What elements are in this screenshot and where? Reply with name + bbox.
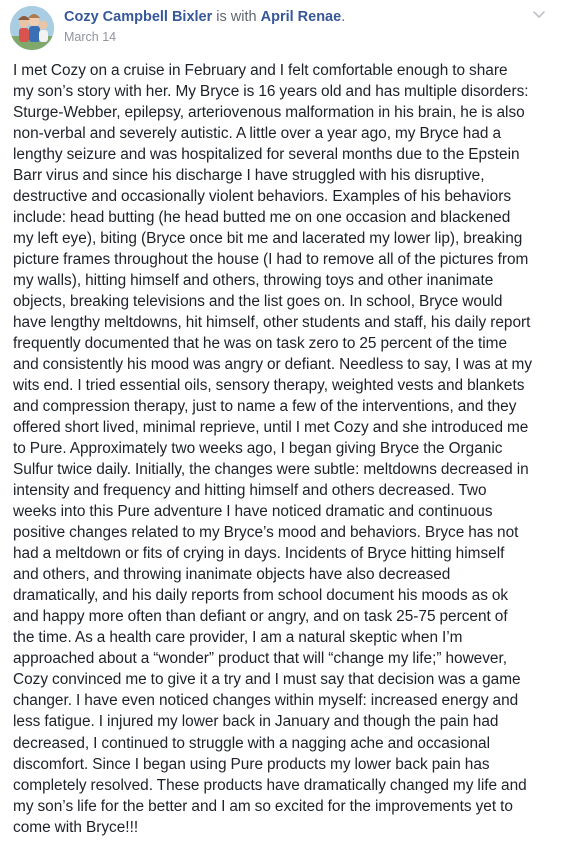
post-text-line: and consistently his mood was angry or defiant. Needless to say, I was at my [13,356,533,374]
tagged-suffix: . [341,9,346,25]
post-text-line: picture frames throughout the house (I had to remove all of the pictures from [13,251,529,269]
post-text-line: have lengthy meltdowns, hit himself, other students and staff, his daily report [13,314,531,332]
post-text-line: non-verbal and severely autistic. A little over a year ago, my Bryce had a [13,125,501,143]
post-text-line: approached about a “wonder” product that will “change my life;” however, [13,650,508,668]
post-text-line: my walls), hitting himself and others, throwing toys and other inanimate [13,272,494,290]
tagged-user-link[interactable]: April Renae [260,9,342,25]
profile-photo-icon [10,6,54,50]
post-text-line: I met Cozy on a cruise in February and I felt comfortable enough to share [13,62,508,79]
post-text-line: the time. As a health care provider, I am a natural skeptic when I’m [13,629,463,647]
post-options-button[interactable] [531,6,547,22]
post-text-line: my left eye), biting (Bryce once bit me and lacerated my lower lip), breaking [13,230,523,248]
post-text-line: come with Bryce!!! [13,818,139,836]
post-text-line: destructive and occasionally violent behaviors. Examples of his behaviors [13,188,512,206]
post-text-line: wits end. I tried essential oils, sensory therapy, weighted vests and blankets [13,377,525,395]
post-meta [64,8,534,44]
with-text: is with [212,9,261,25]
post-text-line: less fatigue. I injured my lower back in January and though the pain had [13,713,499,731]
post-text-line: and happy more often than defiant or angry, and on task 25-75 percent of [13,608,508,626]
post-timestamp[interactable]: March 14 [64,30,117,44]
post-text-line: discomfort. Since I began using Pure products my lower back pain has [13,755,490,773]
author-name-link[interactable]: Cozy Campbell Bixler [64,9,213,25]
post-text-line: my son’s story with her. My Bryce is 16 years old and has multiple disorders: [13,83,529,101]
post-text-line: to Pure. Approximately two weeks ago, I began giving Bryce the Organic [13,440,503,458]
post-text-line: weeks into this Pure adventure I have noticed dramatic and continuous [13,503,493,521]
post-text-line: frequently documented that he was on task zero to 25 percent of the time [13,335,508,353]
post-text [13,60,555,838]
post-text-line: had a meltdown or fits of crying in days. Incidents of Bryce hitting himself [13,545,505,563]
post-text-line: my son’s life for the better and I am so excited for the improvements yet to [13,797,513,815]
post-text-line: objects, breaking televisions and the list goes on. In school, Bryce would [13,293,503,311]
post-text-line: intensity and frequency and hitting himself and others decreased. Two [13,482,487,500]
post-text-line: completely resolved. These products have dramatically changed my life and [13,776,527,794]
post-header [10,4,557,52]
post-text-line: lengthy seizure and was hospitalized for several months due to the Epstein [13,146,520,164]
author-avatar[interactable] [10,6,54,50]
post-text-line: positive changes related to my Bryce’s mood and behaviors. Bryce has not [13,524,519,542]
post-text-line: Cozy convinced me to give it a try and I must say that decision was a game [13,671,521,689]
post-text-line: include: head butting (he head butted me on one occasion and blackened [13,209,511,227]
post-text-line: dramatically, and his daily reports from school document his moods as ok [13,587,509,605]
post-text-line: Sulfur twice daily. Initially, the changes were subtle: meltdowns decreased in [13,461,529,479]
post-text-line: and compression therapy, just to name a few of the interventions, and they [13,398,517,416]
post-text-line: changer. I have even noticed changes within myself: increased energy and [13,692,519,710]
post-text-line: decreased, I continued to struggle with a nagging ache and occasional [13,734,491,752]
post-text-line: offered short lived, minimal reprieve, until I met Cozy and she introduced me [13,419,529,437]
divider [13,836,553,840]
post-text-line: Barr virus and since his discharge I have struggled with his disruptive, [13,167,485,185]
post-text-line: and others, and throwing inanimate objects have also decreased [13,566,451,584]
post-text-line: Sturge-Webber, epilepsy, arteriovenous malformation in his brain, he is also [13,104,525,122]
chevron-down-icon [531,6,547,22]
author-line [64,8,534,26]
